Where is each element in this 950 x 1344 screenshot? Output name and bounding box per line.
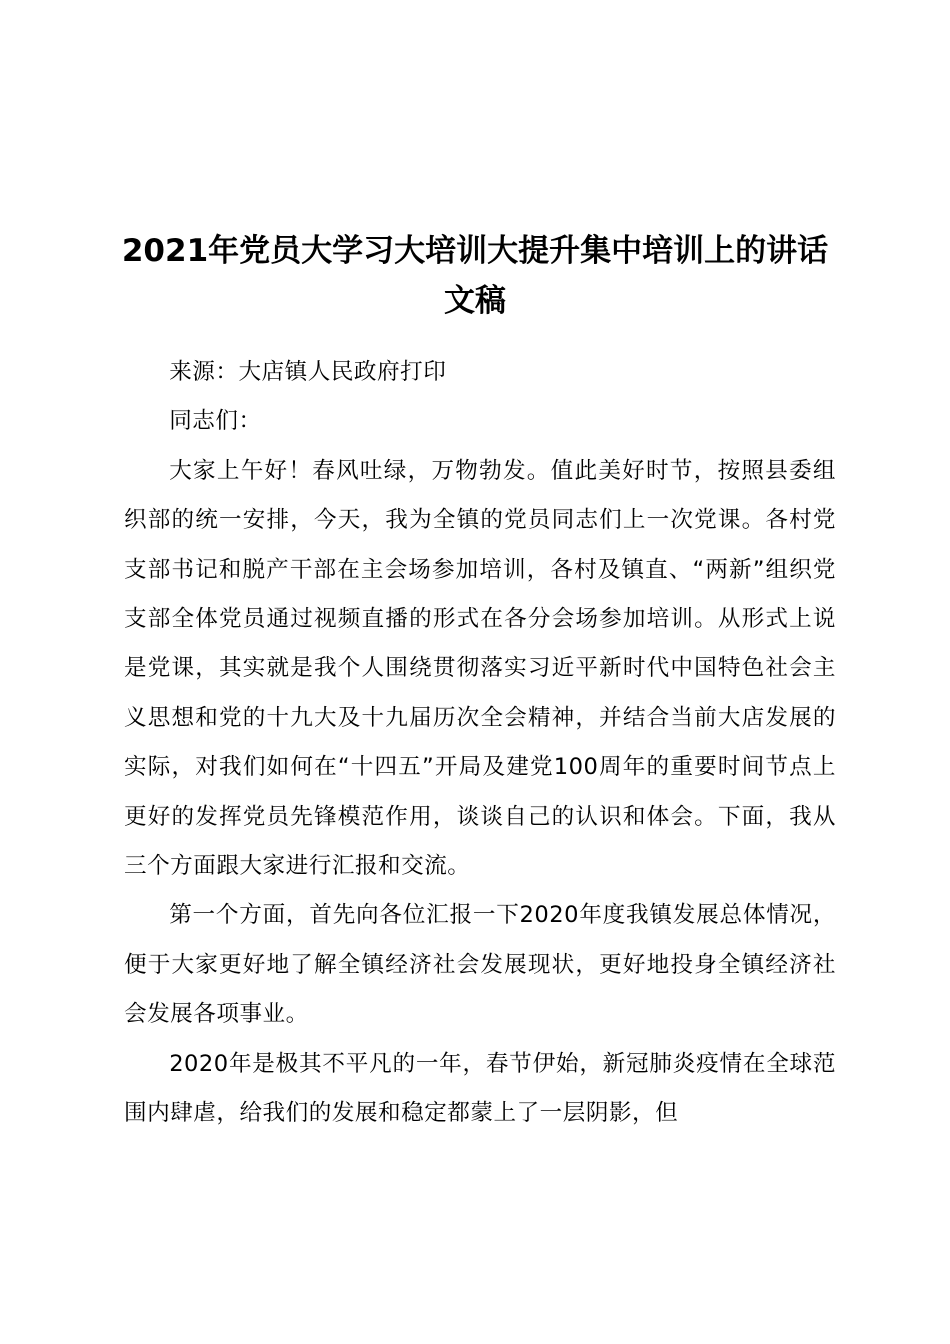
paragraph-2020-overview: 2020年是极其不平凡的一年，春节伊始，新冠肺炎疫情在全球范围内肆虐，给我们的发展和稳定都蒙上了一层阴影，但 — [124, 1050, 836, 1127]
document-body — [124, 348, 836, 1139]
document-title: 2021年党员大学习大培训大提升集中培训上的讲话文稿 — [121, 233, 829, 319]
salutation: 同志们： — [169, 408, 262, 435]
source-line: 来源：大店镇人民政府打印 — [169, 359, 447, 385]
paragraph-opening: 大家上午好！春风吐绿，万物勃发。值此美好时节，按照县委组织部的统一安排，今天，我为全镇的党员同志们上一次党课。各村党支部书记和脱产干部在主会场参加培训，各村及镇直、“两新”组织党支部全体党员通过视频直播的形式在各分会场参加培训。从形式上说是党课，其实就是我个人围绕贯彻落实习近平新时代中国特色社会主义思想和党的十九大及十九届历次全会精神，并结合当前大店发展的实际，对我们如何在“十四五”开局及建党100周年的重要时间节点上更好的发挥党员先锋模范作用，谈谈自己的认识和体会。下面，我从三个方面跟大家进行汇报和交流。 — [124, 457, 836, 880]
paragraph-first-aspect: 第一个方面，首先向各位汇报一下2020年度我镇发展总体情况，便于大家更好地了解全镇经济社会发展现状，更好地投身全镇经济社会发展各项事业。 — [124, 902, 836, 1028]
